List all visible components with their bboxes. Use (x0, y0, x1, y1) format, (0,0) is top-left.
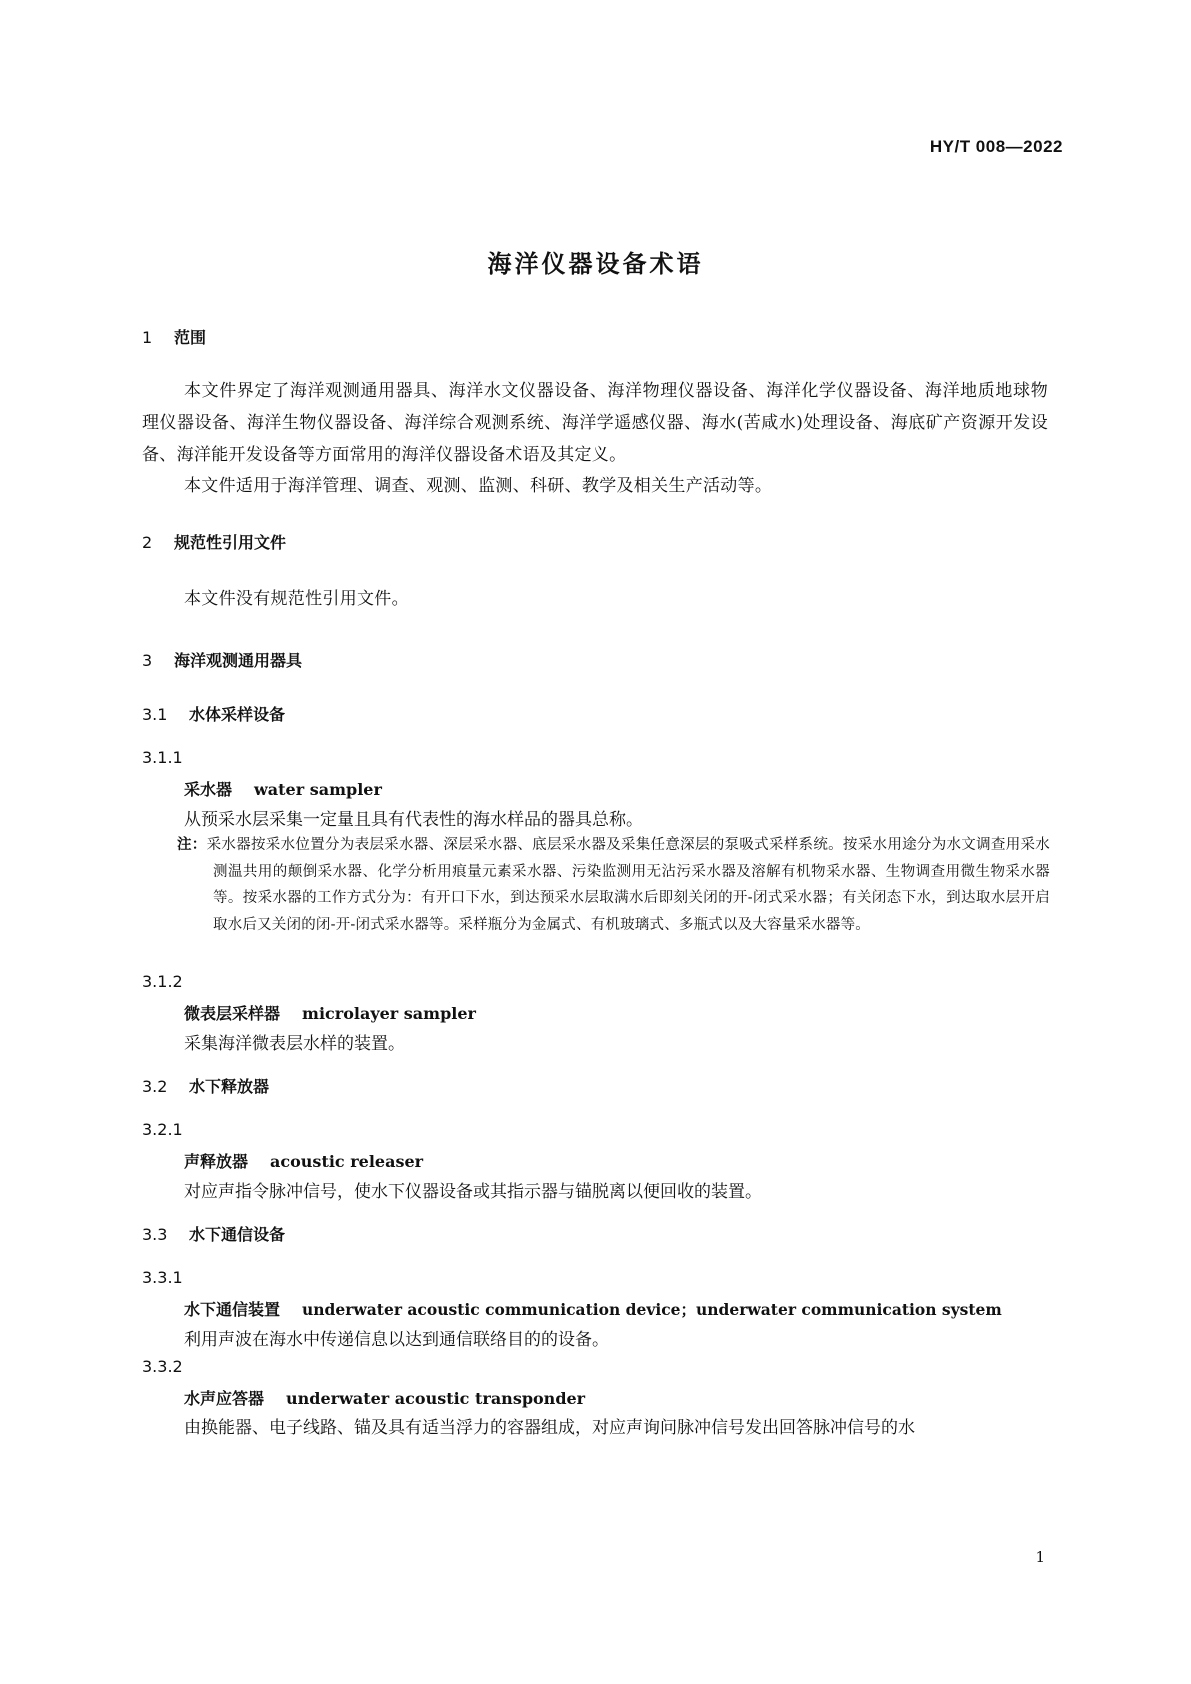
section-number: 1 (142, 328, 153, 347)
section-2-paragraph-1: 本文件没有规范性引用文件。 (184, 589, 409, 609)
section-1-paragraph-2: 本文件适用于海洋管理、调查、观测、监测、科研、教学及相关生产活动等。 (184, 476, 773, 496)
subsection-number: 3.1 (142, 705, 168, 724)
term-en: acoustic releaser (270, 1152, 424, 1171)
subsection-title: 水下通信设备 (189, 1225, 286, 1244)
subsection-number: 3.2 (142, 1077, 168, 1096)
section-title: 海洋观测通用器具 (174, 651, 303, 670)
term-number-3-3-1: 3.3.1 (142, 1268, 183, 1287)
term-zh: 水下通信装置 (184, 1300, 281, 1319)
term-number-3-1-1: 3.1.1 (142, 748, 183, 767)
definition-3-1-2: 采集海洋微表层水样的装置。 (184, 1034, 405, 1054)
section-number: 2 (142, 533, 153, 552)
subsection-3-1-heading (142, 702, 285, 725)
document-title: 海洋仪器设备术语 (487, 250, 704, 278)
term-zh: 声释放器 (184, 1152, 249, 1171)
term-3-2-1 (184, 1149, 423, 1172)
subsection-title: 水体采样设备 (189, 705, 286, 724)
standard-code: HY/T 008—2022 (929, 137, 1063, 156)
term-number-3-1-2: 3.1.2 (142, 972, 183, 991)
note-3-1-1 (177, 832, 1050, 938)
term-en: underwater acoustic transponder (286, 1389, 586, 1408)
term-3-1-2 (184, 1001, 476, 1024)
section-number: 3 (142, 651, 153, 670)
subsection-3-3-heading (142, 1222, 285, 1245)
definition-3-2-1: 对应声指令脉冲信号，使水下仪器设备或其指示器与锚脱离以便回收的装置。 (184, 1182, 762, 1202)
definition-3-3-2: 由换能器、电子线路、锚及具有适当浮力的容器组成，对应声询问脉冲信号发出回答脉冲信号的水 (184, 1418, 915, 1438)
section-3-heading (142, 648, 302, 671)
term-en: microlayer sampler (302, 1004, 476, 1023)
term-3-1-1 (184, 777, 382, 800)
term-zh: 水声应答器 (184, 1389, 265, 1408)
term-3-3-2 (184, 1386, 585, 1409)
definition-3-1-1: 从预采水层采集一定量且具有代表性的海水样品的器具总称。 (184, 810, 643, 830)
term-zh: 采水器 (184, 780, 233, 799)
note-text: 采水器按采水位置分为表层采水器、深层采水器、底层采水器及采集任意深层的泵吸式采样系统。按采水用途分为水文调查用采水测温共用的颠倒采水器、化学分析用痕量元素采水器、污染监测用无沾污采水器及溶解有机物采水器、生物调查用微生物采水器等。按采水器的工作方式分为：有开口下水，到达预采水层取满水后即刻关闭的开-闭式采水器；有关闭态下水，到达取水层开启取水后又关闭的闭-开-闭式采水器等。采样瓶分为金属式、有机玻璃式、多瓶式以及大容量采水器等。 (206, 837, 1050, 933)
subsection-3-2-heading (142, 1074, 269, 1097)
section-1-paragraph-1: 本文件界定了海洋观测通用器具、海洋水文仪器设备、海洋物理仪器设备、海洋化学仪器设备、海洋地质地球物理仪器设备、海洋生物仪器设备、海洋综合观测系统、海洋学遥感仪器、海水(苦咸水)处理设备、海底矿产资源开发设备、海洋能开发设备等方面常用的海洋仪器设备术语及其定义。 (142, 381, 1048, 465)
note-label: 注： (177, 837, 207, 853)
term-en: water sampler (254, 780, 382, 799)
page-number: 1 (1035, 1548, 1045, 1566)
term-number-3-3-2: 3.3.2 (142, 1357, 183, 1376)
section-2-heading (142, 530, 286, 553)
section-1-heading (142, 325, 206, 348)
term-3-3-1 (184, 1297, 1002, 1320)
term-zh: 微表层采样器 (184, 1004, 281, 1023)
definition-3-3-1: 利用声波在海水中传递信息以达到通信联络目的的设备。 (184, 1330, 609, 1350)
section-title: 范围 (174, 328, 207, 347)
section-title: 规范性引用文件 (174, 533, 287, 552)
subsection-number: 3.3 (142, 1225, 168, 1244)
term-number-3-2-1: 3.2.1 (142, 1120, 183, 1139)
subsection-title: 水下释放器 (189, 1077, 270, 1096)
term-en: underwater acoustic communication device；underwater communication system (302, 1300, 1002, 1319)
